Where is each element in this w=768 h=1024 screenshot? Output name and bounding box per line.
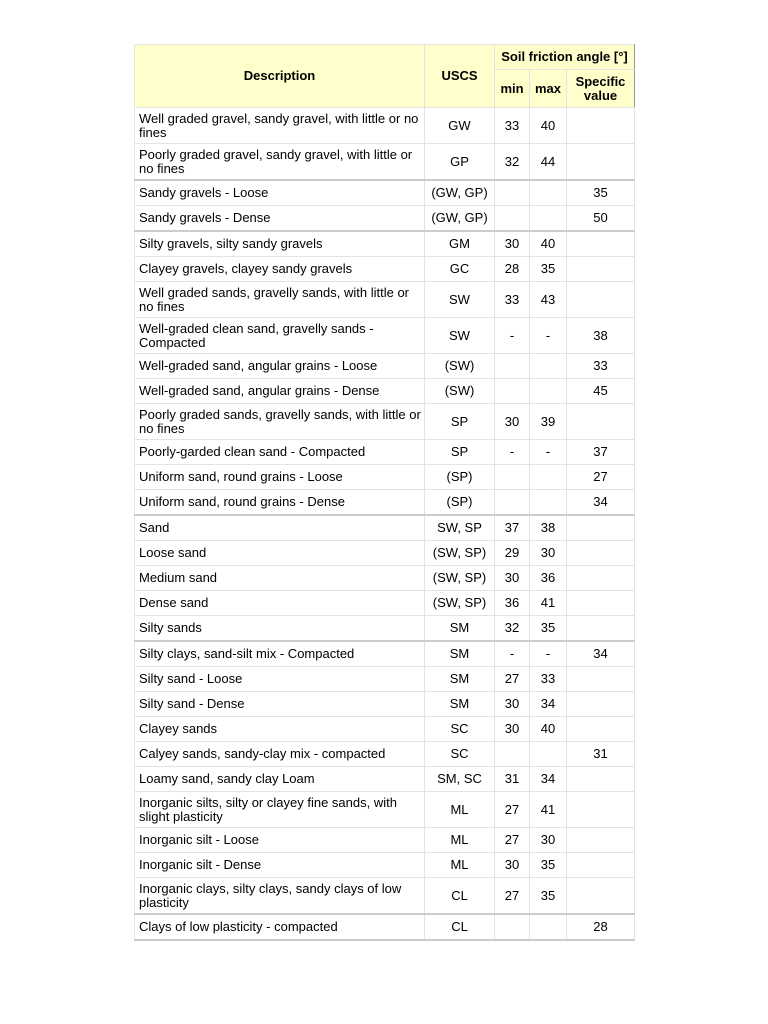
table-row [135, 616, 635, 642]
description-cell: Well-graded sand, angular grains - Loose [135, 354, 425, 379]
uscs-cell: SM [425, 641, 495, 667]
max-angle-cell: 35 [530, 878, 567, 915]
min-angle-cell: 27 [495, 667, 530, 692]
uscs-cell: GM [425, 231, 495, 257]
table-row [135, 541, 635, 566]
min-angle-cell: 33 [495, 282, 530, 318]
uscs-cell: GC [425, 257, 495, 282]
uscs-cell: (SW, SP) [425, 591, 495, 616]
max-angle-cell: 30 [530, 828, 567, 853]
table-row [135, 667, 635, 692]
specific-value-cell [567, 541, 635, 566]
description-cell: Medium sand [135, 566, 425, 591]
max-angle-cell: 40 [530, 717, 567, 742]
table-row [135, 767, 635, 792]
min-angle-cell: 32 [495, 144, 530, 181]
specific-value-cell [567, 108, 635, 144]
specific-value-cell: 33 [567, 354, 635, 379]
min-angle-cell: 36 [495, 591, 530, 616]
uscs-cell: SP [425, 440, 495, 465]
max-angle-cell: 41 [530, 792, 567, 828]
max-angle-cell [530, 914, 567, 940]
table-row [135, 591, 635, 616]
table-row [135, 792, 635, 828]
uscs-cell: GP [425, 144, 495, 181]
description-cell: Sand [135, 515, 425, 541]
description-cell: Silty sand - Dense [135, 692, 425, 717]
table-row [135, 354, 635, 379]
min-angle-cell: 27 [495, 878, 530, 915]
specific-value-cell [567, 828, 635, 853]
soil-friction-table [134, 44, 635, 941]
description-cell: Uniform sand, round grains - Dense [135, 490, 425, 516]
uscs-cell: ML [425, 828, 495, 853]
min-angle-cell: 30 [495, 692, 530, 717]
uscs-cell: SM [425, 692, 495, 717]
specific-value-cell: 35 [567, 180, 635, 206]
table-row [135, 404, 635, 440]
table-row [135, 490, 635, 516]
description-cell: Silty clays, sand-silt mix - Compacted [135, 641, 425, 667]
description-cell: Clayey gravels, clayey sandy gravels [135, 257, 425, 282]
min-header: min [495, 70, 530, 108]
description-cell: Silty sands [135, 616, 425, 642]
description-cell: Well-graded sand, angular grains - Dense [135, 379, 425, 404]
min-angle-cell: - [495, 641, 530, 667]
max-angle-cell [530, 180, 567, 206]
description-cell: Uniform sand, round grains - Loose [135, 465, 425, 490]
max-angle-cell: - [530, 318, 567, 354]
uscs-cell: SC [425, 717, 495, 742]
max-angle-cell: 33 [530, 667, 567, 692]
uscs-cell: CL [425, 878, 495, 915]
table-row [135, 914, 635, 940]
table-row [135, 853, 635, 878]
table-row [135, 692, 635, 717]
uscs-cell: (SW) [425, 379, 495, 404]
table-row [135, 282, 635, 318]
min-angle-cell [495, 206, 530, 232]
description-cell: Inorganic silt - Dense [135, 853, 425, 878]
table-row [135, 108, 635, 144]
uscs-cell: GW [425, 108, 495, 144]
uscs-cell: (GW, GP) [425, 180, 495, 206]
max-angle-cell: 44 [530, 144, 567, 181]
table-row [135, 440, 635, 465]
specific-value-cell [567, 853, 635, 878]
table-row [135, 515, 635, 541]
description-cell: Silty sand - Loose [135, 667, 425, 692]
max-angle-cell: 39 [530, 404, 567, 440]
specific-value-cell: 37 [567, 440, 635, 465]
table-row [135, 717, 635, 742]
max-angle-cell: 30 [530, 541, 567, 566]
table-row [135, 206, 635, 232]
min-angle-cell: - [495, 440, 530, 465]
description-cell: Well graded gravel, sandy gravel, with little or no fines [135, 108, 425, 144]
max-angle-cell: 36 [530, 566, 567, 591]
table-row [135, 641, 635, 667]
min-angle-cell: 33 [495, 108, 530, 144]
uscs-cell: (GW, GP) [425, 206, 495, 232]
uscs-cell: SM [425, 667, 495, 692]
max-angle-cell [530, 379, 567, 404]
max-angle-cell: 40 [530, 231, 567, 257]
max-angle-cell: 34 [530, 692, 567, 717]
uscs-cell: SP [425, 404, 495, 440]
uscs-cell: (SW, SP) [425, 566, 495, 591]
specific-value-cell [567, 515, 635, 541]
table-row [135, 566, 635, 591]
table-row [135, 379, 635, 404]
specific-value-cell: 27 [567, 465, 635, 490]
max-angle-cell: 41 [530, 591, 567, 616]
specific-value-cell: 38 [567, 318, 635, 354]
max-angle-cell [530, 490, 567, 516]
specific-value-cell [567, 878, 635, 915]
min-angle-cell: 30 [495, 566, 530, 591]
specific-value-cell [567, 404, 635, 440]
uscs-cell: SW [425, 282, 495, 318]
specific-value-cell [567, 144, 635, 181]
max-angle-cell: 38 [530, 515, 567, 541]
min-angle-cell [495, 465, 530, 490]
min-angle-cell [495, 914, 530, 940]
description-cell: Clays of low plasticity - compacted [135, 914, 425, 940]
min-angle-cell: 30 [495, 231, 530, 257]
max-angle-cell [530, 354, 567, 379]
uscs-cell: (SP) [425, 490, 495, 516]
specific-value-cell [567, 231, 635, 257]
min-angle-cell: 29 [495, 541, 530, 566]
min-angle-cell [495, 742, 530, 767]
max-angle-cell [530, 742, 567, 767]
description-cell: Well-graded clean sand, gravelly sands - Compacted [135, 318, 425, 354]
table-row [135, 318, 635, 354]
min-angle-cell: 31 [495, 767, 530, 792]
description-header: Description [135, 45, 425, 108]
friction-angle-header: Soil friction angle [°] [495, 45, 635, 70]
description-cell: Inorganic clays, silty clays, sandy clays of low plasticity [135, 878, 425, 915]
specific-value-cell [567, 667, 635, 692]
specific-value-cell [567, 717, 635, 742]
uscs-cell: ML [425, 853, 495, 878]
max-angle-cell: 40 [530, 108, 567, 144]
description-cell: Inorganic silt - Loose [135, 828, 425, 853]
min-angle-cell [495, 180, 530, 206]
description-cell: Well graded sands, gravelly sands, with little or no fines [135, 282, 425, 318]
max-angle-cell [530, 206, 567, 232]
specific-value-cell: 50 [567, 206, 635, 232]
specific-value-cell [567, 257, 635, 282]
min-angle-cell: 30 [495, 853, 530, 878]
max-angle-cell: 35 [530, 257, 567, 282]
max-angle-cell [530, 465, 567, 490]
uscs-cell: SM, SC [425, 767, 495, 792]
uscs-cell: SW, SP [425, 515, 495, 541]
min-angle-cell: 27 [495, 792, 530, 828]
uscs-cell: SM [425, 616, 495, 642]
max-angle-cell: 35 [530, 616, 567, 642]
table-row [135, 180, 635, 206]
min-angle-cell: 28 [495, 257, 530, 282]
description-cell: Calyey sands, sandy-clay mix - compacted [135, 742, 425, 767]
specific-value-cell: 34 [567, 490, 635, 516]
specific-value-header: Specific value [567, 70, 635, 108]
min-angle-cell: 27 [495, 828, 530, 853]
table-row [135, 231, 635, 257]
uscs-cell: SW [425, 318, 495, 354]
table-header [135, 45, 635, 108]
specific-value-cell [567, 566, 635, 591]
table-row [135, 878, 635, 915]
uscs-cell: (SP) [425, 465, 495, 490]
description-cell: Poorly graded sands, gravelly sands, with little or no fines [135, 404, 425, 440]
max-angle-cell: 35 [530, 853, 567, 878]
specific-value-cell: 34 [567, 641, 635, 667]
max-header: max [530, 70, 567, 108]
table-row [135, 144, 635, 181]
max-angle-cell: - [530, 440, 567, 465]
table-body [135, 108, 635, 941]
min-angle-cell [495, 379, 530, 404]
max-angle-cell: - [530, 641, 567, 667]
specific-value-cell [567, 692, 635, 717]
specific-value-cell [567, 616, 635, 642]
max-angle-cell: 43 [530, 282, 567, 318]
min-angle-cell: - [495, 318, 530, 354]
specific-value-cell: 31 [567, 742, 635, 767]
max-angle-cell: 34 [530, 767, 567, 792]
min-angle-cell: 32 [495, 616, 530, 642]
description-cell: Poorly-garded clean sand - Compacted [135, 440, 425, 465]
min-angle-cell: 30 [495, 404, 530, 440]
uscs-cell: ML [425, 792, 495, 828]
table-row [135, 742, 635, 767]
min-angle-cell [495, 490, 530, 516]
specific-value-cell [567, 282, 635, 318]
uscs-cell: SC [425, 742, 495, 767]
uscs-cell: (SW) [425, 354, 495, 379]
specific-value-cell [567, 792, 635, 828]
description-cell: Dense sand [135, 591, 425, 616]
description-cell: Clayey sands [135, 717, 425, 742]
min-angle-cell: 30 [495, 717, 530, 742]
table-row [135, 465, 635, 490]
table-row [135, 828, 635, 853]
table-row [135, 257, 635, 282]
min-angle-cell [495, 354, 530, 379]
specific-value-cell: 28 [567, 914, 635, 940]
description-cell: Inorganic silts, silty or clayey fine sands, with slight plasticity [135, 792, 425, 828]
uscs-cell: (SW, SP) [425, 541, 495, 566]
specific-value-cell: 45 [567, 379, 635, 404]
description-cell: Loose sand [135, 541, 425, 566]
specific-value-cell [567, 591, 635, 616]
specific-value-cell [567, 767, 635, 792]
min-angle-cell: 37 [495, 515, 530, 541]
uscs-header: USCS [425, 45, 495, 108]
description-cell: Silty gravels, silty sandy gravels [135, 231, 425, 257]
description-cell: Sandy gravels - Loose [135, 180, 425, 206]
description-cell: Loamy sand, sandy clay Loam [135, 767, 425, 792]
description-cell: Sandy gravels - Dense [135, 206, 425, 232]
uscs-cell: CL [425, 914, 495, 940]
description-cell: Poorly graded gravel, sandy gravel, with little or no fines [135, 144, 425, 181]
